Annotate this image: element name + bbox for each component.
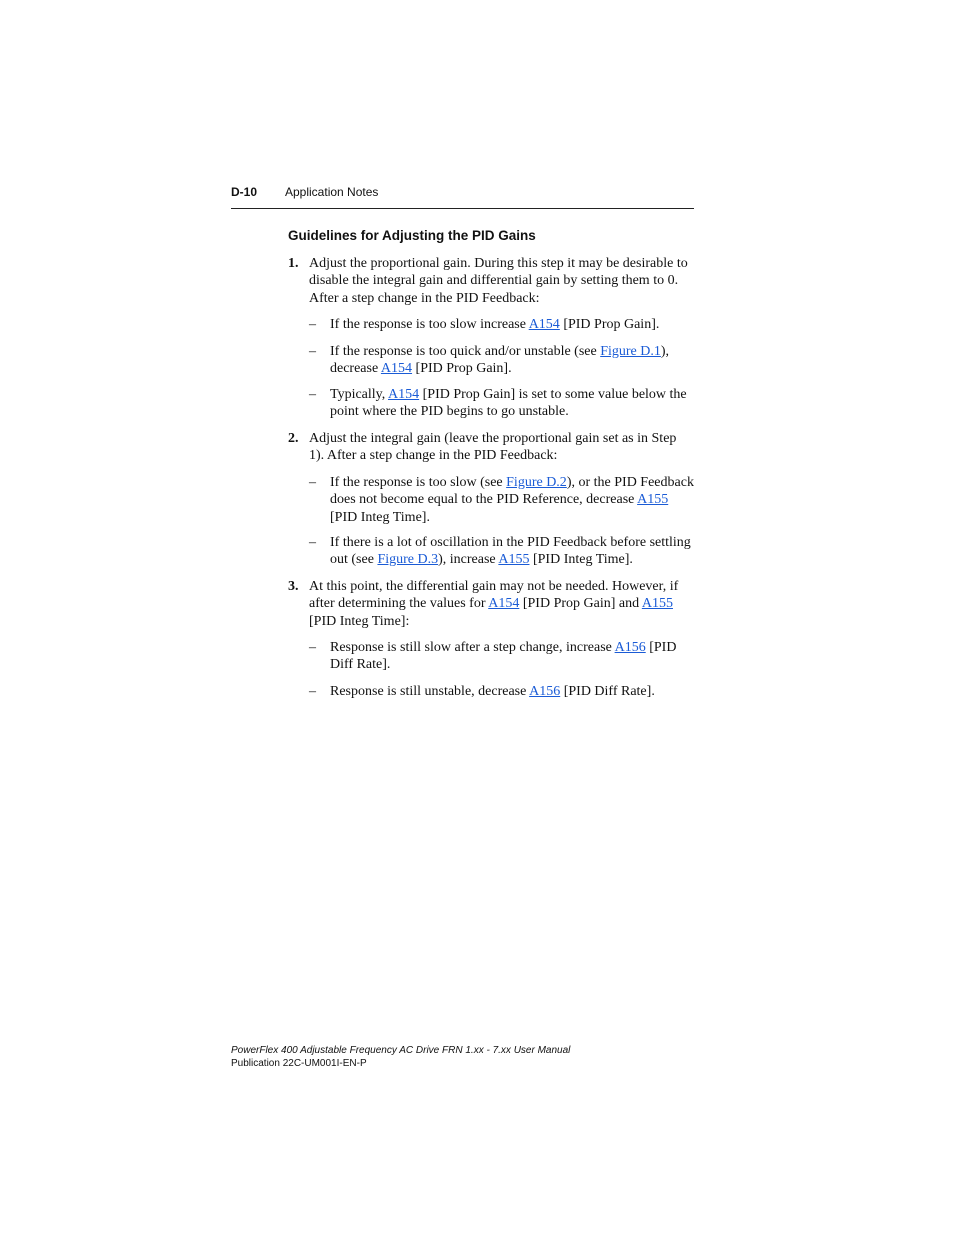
dash-bullet: – <box>309 317 316 332</box>
step-1-bullet-1 <box>309 316 694 333</box>
step-text <box>309 578 694 630</box>
parameter-link-a155[interactable]: A155 <box>637 492 669 508</box>
step-3-bullet-2 <box>309 683 694 700</box>
text-run: Typically, <box>330 387 388 402</box>
parameter-link-a154[interactable]: A154 <box>488 596 520 612</box>
step-2 <box>288 430 694 465</box>
text-run: If the response is too slow increase <box>330 317 529 332</box>
step-3-bullet-1 <box>309 639 694 674</box>
figure-link-d1[interactable]: Figure D.1 <box>600 344 661 359</box>
text-run: [PID Prop Gain] is set to some value below the point where the PID begins to go unstable. <box>330 387 687 420</box>
step-2-bullet-2 <box>309 534 694 569</box>
step-3 <box>288 578 694 630</box>
parameter-link-a156[interactable]: A156 <box>529 684 561 699</box>
text-run: Response is still slow after a step change, increase <box>330 640 615 655</box>
dash-bullet: – <box>309 344 316 359</box>
parameter-link-a154[interactable]: A154 <box>380 361 413 377</box>
text-run: ), or the PID Feedback does not become equal to the PID Reference, decrease <box>330 475 694 508</box>
dash-bullet: – <box>309 387 316 402</box>
text-run: [PID Prop Gain] and <box>519 596 642 612</box>
manual-title: PowerFlex 400 Adjustable Frequency AC Drive FRN 1.xx - 7.xx User Manual <box>231 1045 571 1056</box>
section-title: Application Notes <box>285 185 379 199</box>
page-footer <box>231 1044 570 1070</box>
step-number: 2. <box>288 431 299 446</box>
bullet-text <box>330 639 694 674</box>
bullet-text <box>330 534 694 569</box>
step-number: 3. <box>288 579 299 594</box>
step-1 <box>288 255 694 307</box>
bullet-text <box>330 316 694 333</box>
text-run: ), increase <box>438 552 499 568</box>
page-header <box>231 185 694 209</box>
text-run: [PID Integ Time]. <box>330 509 430 525</box>
text-run: [PID Prop Gain]. <box>412 361 512 377</box>
bullet-text <box>330 386 694 421</box>
step-text: Adjust the integral gain (leave the proportional gain set as in Step 1). After a step change in the PID Feedback: <box>309 431 677 464</box>
text-run: If there is a lot of oscillation in the PID Feedback before settling out (see <box>330 535 691 568</box>
text-run: At this point, the differential gain may not be needed. However, if after determining the values for <box>309 579 679 612</box>
dash-bullet: – <box>309 684 316 699</box>
parameter-link-a155[interactable]: A155 <box>641 596 673 612</box>
text-run: ), decrease <box>330 344 670 377</box>
text-run: [PID Prop Gain]. <box>559 317 660 332</box>
step-text: Adjust the proportional gain. During this step it may be desirable to disable the integral gain and differential gain by setting them to 0. After a step change in the PID Feedback: <box>309 256 688 306</box>
dash-bullet: – <box>309 535 316 550</box>
figure-link-d2[interactable]: Figure D.2 <box>506 475 567 490</box>
text-run: [PID Diff Rate]. <box>560 684 655 699</box>
step-1-bullet-2 <box>309 343 694 378</box>
bullet-text <box>330 343 694 378</box>
dash-bullet: – <box>309 640 316 655</box>
bullet-text <box>330 474 694 526</box>
parameter-link-a154[interactable]: A154 <box>528 317 560 332</box>
publication-number: Publication 22C-UM001I-EN-P <box>231 1058 367 1069</box>
step-2-bullet-1 <box>309 474 694 526</box>
figure-link-d3[interactable]: Figure D.3 <box>377 552 439 568</box>
text-run: [PID Integ Time]: <box>309 613 410 629</box>
text-run: [PID Diff Rate]. <box>330 640 677 673</box>
text-run: [PID Integ Time]. <box>529 552 633 568</box>
dash-bullet: – <box>309 475 316 490</box>
text-run: If the response is too quick and/or unstable (see <box>330 344 601 359</box>
step-number: 1. <box>288 256 299 271</box>
text-run: If the response is too slow (see <box>330 475 507 490</box>
parameter-link-a155[interactable]: A155 <box>498 552 530 568</box>
parameter-link-a156[interactable]: A156 <box>614 640 646 655</box>
page-number: D-10 <box>231 185 258 199</box>
parameter-link-a154[interactable]: A154 <box>388 387 420 402</box>
text-run: Response is still unstable, decrease <box>330 684 530 699</box>
bullet-text <box>330 683 694 700</box>
step-1-bullet-3 <box>309 386 694 421</box>
section-heading: Guidelines for Adjusting the PID Gains <box>288 228 536 243</box>
